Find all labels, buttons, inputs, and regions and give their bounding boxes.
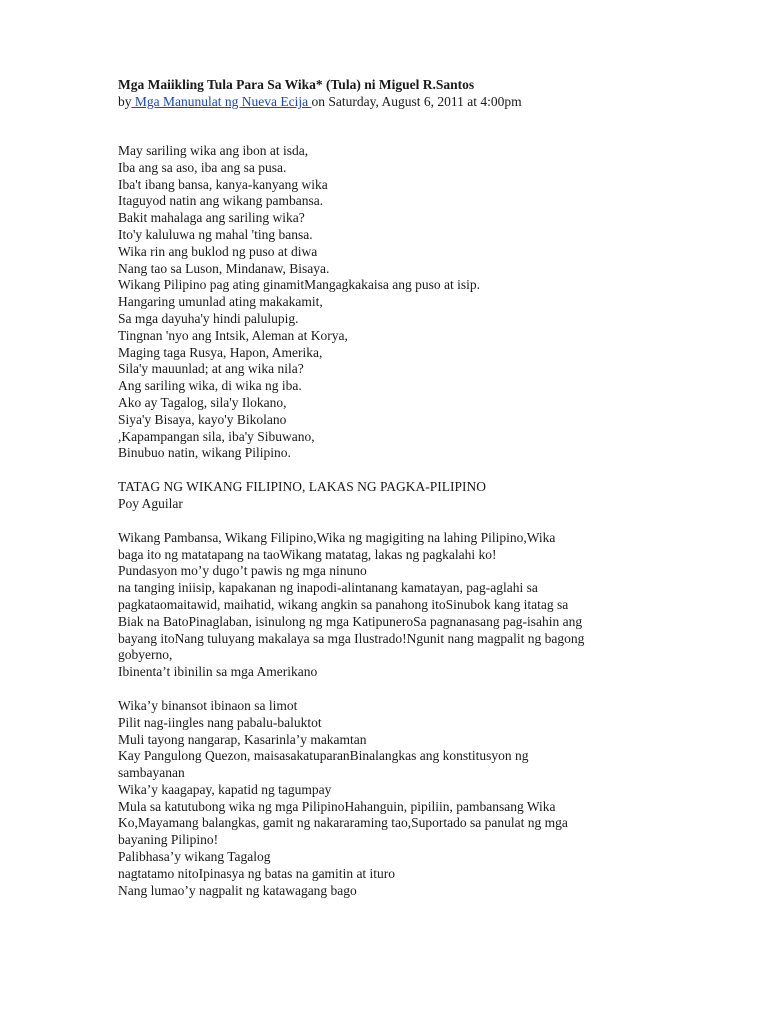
poem-1 bbox=[118, 143, 658, 462]
poem-line: Kay Pangulong Quezon, maisasakatuparanBinalangkas ang konstitusyon ng bbox=[118, 748, 529, 764]
by-prefix: by bbox=[118, 94, 132, 109]
poem-line: Ibinenta’t ibinilin sa mga Amerikano bbox=[118, 664, 318, 680]
poem-line: Hangaring umunlad ating makakamit, bbox=[118, 294, 323, 310]
poem-line: Sila'y mauunlad; at ang wika nila? bbox=[118, 361, 304, 377]
poem-line: Wika’y kaagapay, kapatid ng tagumpay bbox=[118, 781, 332, 797]
poem-2-header bbox=[118, 479, 658, 513]
poem-line: baga ito ng matatapang na taoWikang matatag, lakas ng pagkalahi ko! bbox=[118, 546, 497, 562]
poem-2-author: Poy Aguilar bbox=[118, 495, 183, 511]
poem-line: Pilit nag-iingles nang pabalu-baluktot bbox=[118, 714, 322, 730]
poem-line: Wika’y binansot ibinaon sa limot bbox=[118, 697, 298, 713]
poem-line: bayang itoNang tuluyang makalaya sa mga Ilustrado!Ngunit nang magpalit ng bagong bbox=[118, 630, 585, 646]
post-date: on Saturday, August 6, 2011 at 4:00pm bbox=[311, 94, 522, 109]
poem-line: Siya'y Bisaya, kayo'y Bikolano bbox=[118, 411, 287, 427]
poem-line: Ito'y kaluluwa ng mahal 'ting bansa. bbox=[118, 226, 313, 242]
poem-line: Nang tao sa Luson, Mindanaw, Bisaya. bbox=[118, 260, 330, 276]
poem-line: Iba't ibang bansa, kanya-kanyang wika bbox=[118, 176, 328, 192]
poem-line: Ko,Mayamang balangkas, gamit ng nakararaming tao,Suportado sa panulat ng mga bbox=[118, 815, 568, 831]
poem-line: Wikang Pambansa, Wikang Filipino,Wika ng magigiting na lahing Pilipino,Wika bbox=[118, 529, 556, 545]
poem-line: Biak na BatoPinaglaban, isinulong ng mga KatipuneroSa pagnanasang pag-isahin ang bbox=[118, 613, 583, 629]
author-link[interactable]: Mga Manunulat ng Nueva Ecija bbox=[131, 94, 312, 109]
poem-line: Muli tayong nangarap, Kasarinla’y makamtan bbox=[118, 731, 367, 747]
poem-line: ,Kapampangan sila, iba'y Sibuwano, bbox=[118, 428, 315, 444]
poem-line: Tingnan 'nyo ang Intsik, Aleman at Korya, bbox=[118, 327, 348, 343]
poem-2-stanza-2 bbox=[118, 698, 658, 900]
poem-line: Wika rin ang buklod ng puso at diwa bbox=[118, 243, 318, 259]
poem-line: Nang lumao’y nagpalit ng katawagang bago bbox=[118, 882, 357, 898]
poem-line: Maging taga Rusya, Hapon, Amerika, bbox=[118, 344, 323, 360]
poem-line: Binubuo natin, wikang Pilipino. bbox=[118, 445, 291, 461]
document-page bbox=[118, 76, 658, 899]
poem-line: Mula sa katutubong wika ng mga PilipinoHahanguin, pipiliin, pambansang Wika bbox=[118, 798, 556, 814]
poem-line: Ang sariling wika, di wika ng iba. bbox=[118, 378, 302, 394]
poem-line: nagtatamo nitoIpinasya ng batas na gamitin at ituro bbox=[118, 865, 396, 881]
poem-line: Iba ang sa aso, iba ang sa pusa. bbox=[118, 159, 287, 175]
poem-line: sambayanan bbox=[118, 765, 185, 781]
poem-line: May sariling wika ang ibon at isda, bbox=[118, 143, 309, 158]
poem-line: na tanging iniisip, kapakanan ng inapodi-alintanang kamatayan, pag-aglahi sa bbox=[118, 580, 538, 596]
poem-line: Ako ay Tagalog, sila'y Ilokano, bbox=[118, 394, 287, 410]
poem-line: Wikang Pilipino pag ating ginamitMangagkakaisa ang puso at isip. bbox=[118, 277, 481, 293]
poem-2-title: TATAG NG WIKANG FILIPINO, LAKAS NG PAGKA-PILIPINO bbox=[118, 479, 486, 495]
poem-2-stanza-1 bbox=[118, 530, 658, 681]
poem-line: Palibhasa’y wikang Tagalog bbox=[118, 849, 271, 865]
poem-line: bayaning Pilipino! bbox=[118, 832, 219, 848]
poem-line: Itaguyod natin ang wikang pambansa. bbox=[118, 193, 324, 209]
poem-line: gobyerno, bbox=[118, 647, 173, 663]
poem-line: Pundasyon mo’y dugo’t pawis ng mga ninuno bbox=[118, 563, 367, 579]
post-title: Mga Maiikling Tula Para Sa Wika* (Tula) ni Miguel R.Santos bbox=[118, 77, 475, 92]
poem-line: pagkataomaitawid, maihatid, wikang angkin sa panahong itoSinubok kang itatag sa bbox=[118, 596, 569, 612]
byline bbox=[118, 93, 658, 110]
poem-line: Sa mga dayuha'y hindi palulupig. bbox=[118, 310, 299, 326]
poem-line: Bakit mahalaga ang sariling wika? bbox=[118, 210, 305, 226]
